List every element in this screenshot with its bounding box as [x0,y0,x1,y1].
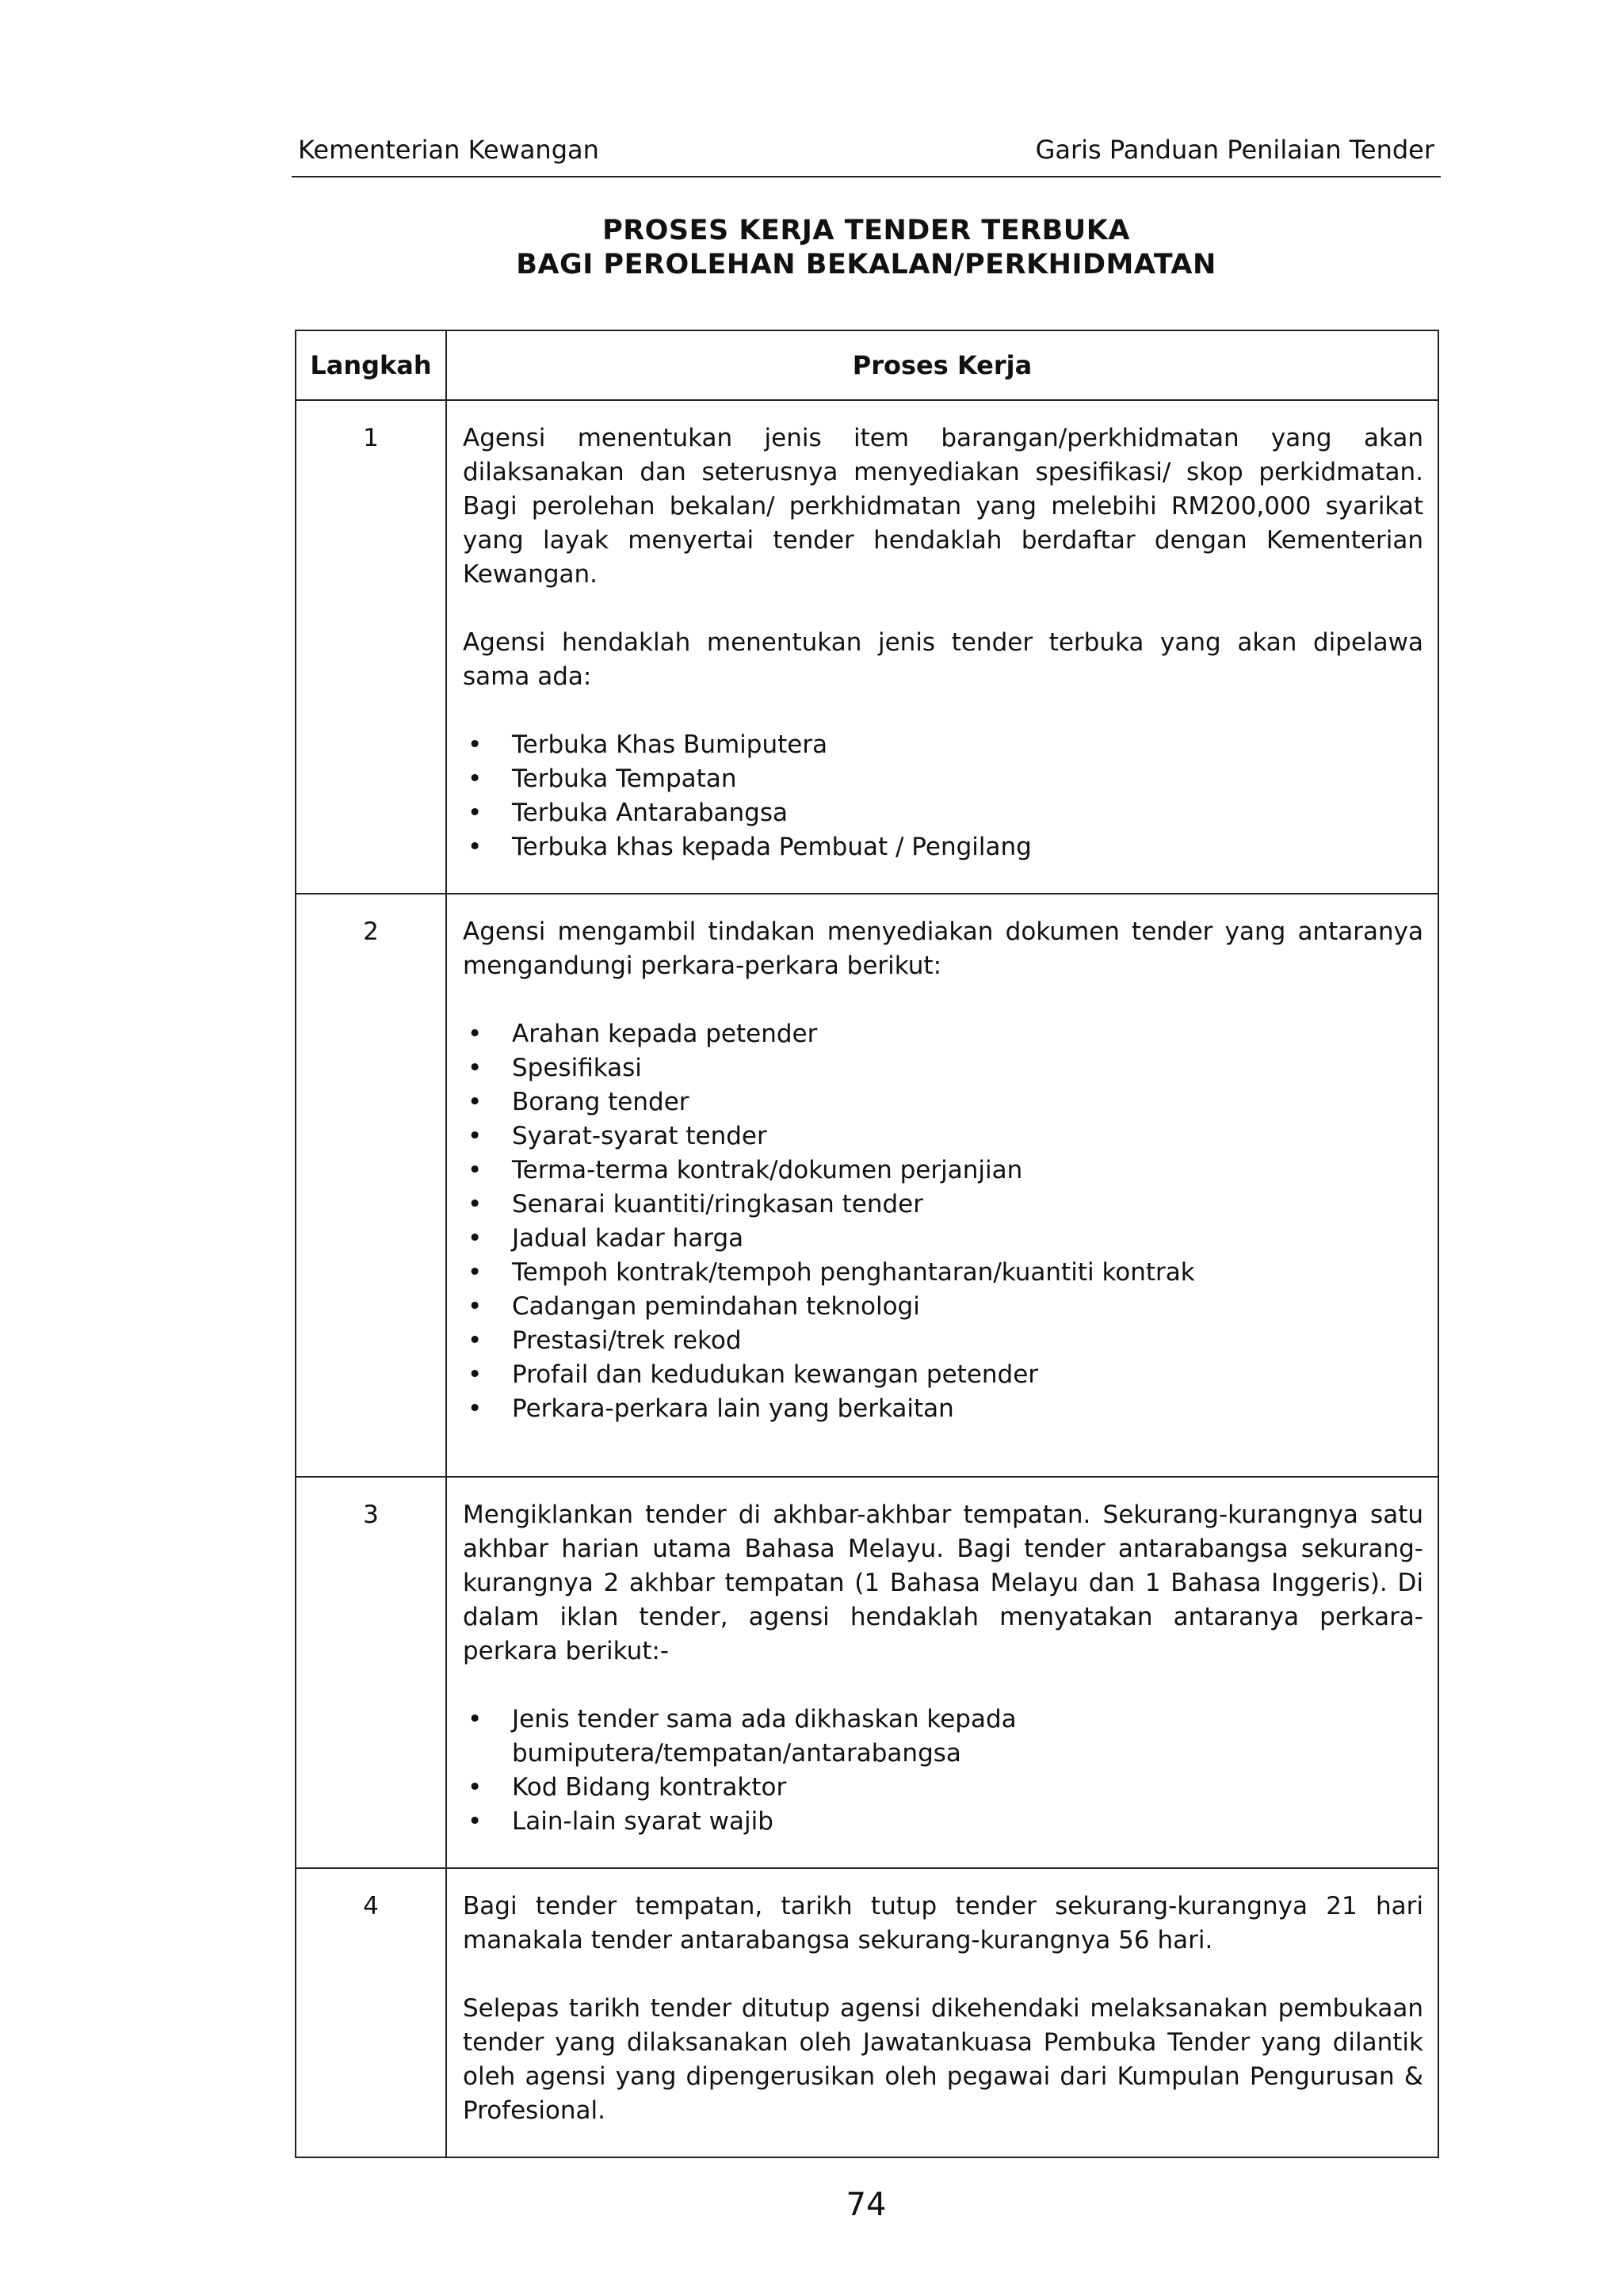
table-row-step-4 [296,1868,1438,2157]
bullet-icon: • [468,799,483,827]
bullet-icon: • [468,1020,483,1048]
list-item: • Borang tender [463,1085,1423,1119]
page-number: 74 [846,2187,887,2223]
bullet-icon: • [468,833,483,861]
bullet-icon: • [468,1326,483,1355]
step-paragraph: Agensi menentukan jenis item barangan/perkhidmatan yang akan dilaksanakan dan seterusnya menyediakan spesifikasi/ skop perkidmatan. Bagi perolehan bekalan/ perkhidmatan yang melebihi RM200,000 syarikat yang layak menyertai tender hendaklah berdaftar dengan Kementerian Kewangan. [463,424,1423,589]
table-row-step-3 [296,1477,1438,1868]
list-item: • Spesifikasi [463,1051,1423,1085]
header-ministry: Kementerian Kewangan [298,135,599,165]
list-item: • Senarai kuantiti/ringkasan tender [463,1188,1423,1222]
document-title [292,214,1441,282]
bullet-icon: • [468,1807,483,1836]
step-description [446,400,1438,894]
list-item: • Terbuka khas kepada Pembuat / Pengilang [463,830,1423,864]
bullet-icon: • [468,1122,483,1150]
bullet-icon: • [468,1360,483,1389]
bullet-icon: • [468,1088,483,1116]
list-item: • Perkara-perkara lain yang berkaitan [463,1392,1423,1426]
list-item: • Terbuka Antarabangsa [463,796,1423,830]
document-title-line-2: BAGI PEROLEHAN BEKALAN/PERKHIDMATAN [516,249,1216,280]
bullet-list [463,1703,1423,1839]
list-item: • Terbuka Khas Bumiputera [463,728,1423,762]
step-paragraph: Bagi tender tempatan, tarikh tutup tender sekurang-kurangnya 21 hari manakala tender antarabangsa sekurang-kurangnya 56 hari. [463,1892,1423,1955]
bullet-list [463,1017,1423,1426]
list-item: • Profail dan kedudukan kewangan petender [463,1358,1423,1392]
step-number: 3 [296,1477,446,1868]
table-row-step-2 [296,894,1438,1477]
bullet-icon: • [468,1156,483,1184]
page-header [292,127,1441,177]
bullet-icon: • [468,1190,483,1219]
bullet-icon: • [468,765,483,793]
bullet-list [463,728,1423,864]
bullet-icon: • [468,1705,483,1733]
bullet-icon: • [468,1773,483,1802]
column-header-process: Proses Kerja [446,330,1438,400]
list-item: • Prestasi/trek rekod [463,1324,1423,1358]
step-number: 1 [296,400,446,894]
process-table [295,330,1439,2158]
list-item: • Lain-lain syarat wajib [463,1805,1423,1839]
bullet-icon: • [468,730,483,759]
list-item: • Kod Bidang kontraktor [463,1771,1423,1805]
step-number: 4 [296,1868,446,2157]
step-paragraph: Agensi mengambil tindakan menyediakan dokumen tender yang antaranya mengandungi perkara-perkara berikut: [463,917,1423,980]
list-item: • Syarat-syarat tender [463,1119,1423,1154]
table-header-row [296,330,1438,400]
bullet-icon: • [468,1292,483,1321]
step-paragraph: Mengiklankan tender di akhbar-akhbar tempatan. Sekurang-kurangnya satu akhbar harian utama Bahasa Melayu. Bagi tender antarabangsa sekurang-kurangnya 2 akhbar tempatan (1 Bahasa Melayu dan 1 Bahasa Inggeris). Di dalam iklan tender, agensi hendaklah menyatakan antaranya perkara-perkara berikut:- [463,1501,1423,1665]
bullet-icon: • [468,1054,483,1082]
list-item: • Cadangan pemindahan teknologi [463,1290,1423,1324]
bullet-icon: • [468,1224,483,1253]
list-item: • Terbuka Tempatan [463,762,1423,796]
header-guideline-title: Garis Panduan Penilaian Tender [1035,135,1434,165]
step-description [446,1868,1438,2157]
list-item: • Arahan kepada petender [463,1017,1423,1051]
step-paragraph: Agensi hendaklah menentukan jenis tender terbuka yang akan dipelawa sama ada: [463,628,1423,691]
list-item: • Tempoh kontrak/tempoh penghantaran/kuantiti kontrak [463,1256,1423,1290]
table-row-step-1 [296,400,1438,894]
step-paragraph: Selepas tarikh tender ditutup agensi dikehendaki melaksanakan pembukaan tender yang dilaksanakan oleh Jawatankuasa Pembuka Tender yang dilantik oleh agensi yang dipengerusikan oleh pegawai dari Kumpulan Pengurusan & Profesional. [463,1994,1423,2125]
column-header-step: Langkah [296,330,446,400]
list-item: • Jadual kadar harga [463,1222,1423,1256]
list-item: • Terma-terma kontrak/dokumen perjanjian [463,1154,1423,1188]
step-description [446,1477,1438,1868]
step-number: 2 [296,894,446,1477]
step-description [446,894,1438,1477]
bullet-icon: • [468,1258,483,1287]
list-item: • Jenis tender sama ada dikhaskan kepada bumiputera/tempatan/antarabangsa [463,1703,1423,1771]
document-title-line-1: PROSES KERJA TENDER TERBUKA [602,215,1130,246]
bullet-icon: • [468,1394,483,1423]
